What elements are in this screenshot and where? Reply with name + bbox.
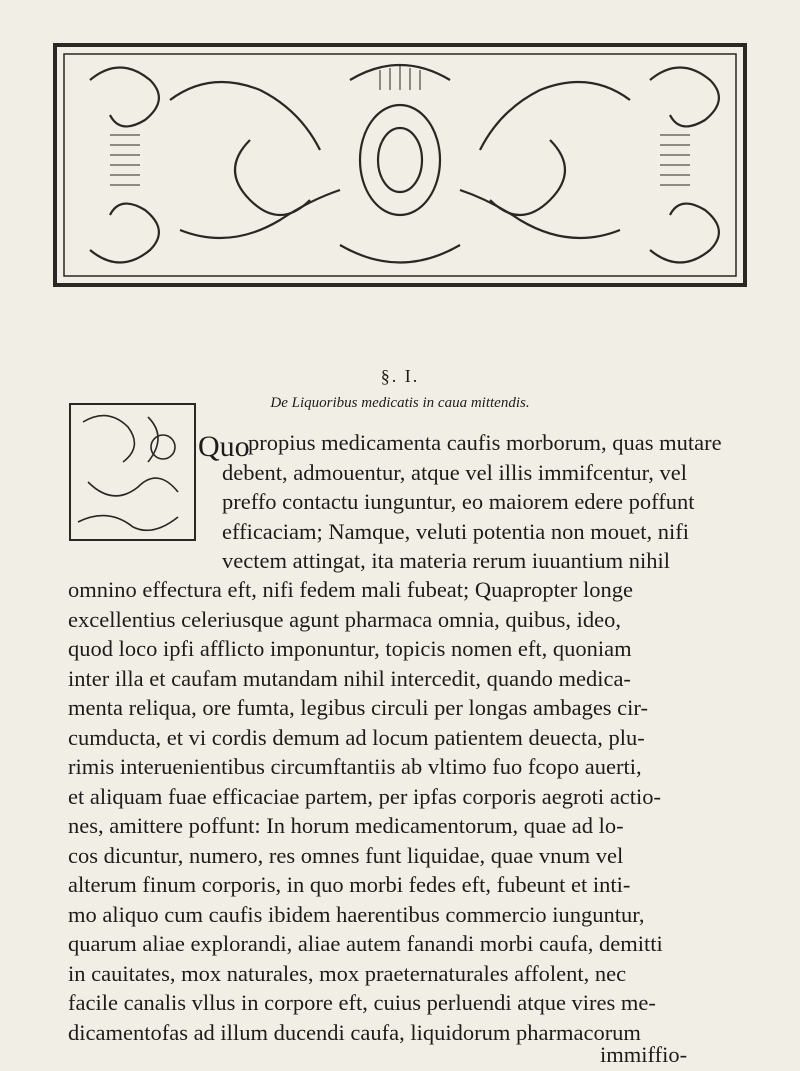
section-subtitle: De Liquoribus medicatis in caua mittendis. [270,395,530,411]
text-line: cumducta, et vi cordis demum ad locum patientem deuecta, plu- [68,725,645,750]
text-line: inter illa et caufam mutandam nihil intercedit, quando medica- [68,666,631,691]
initial-word: Quo [198,430,250,463]
text-line: dicamentofas ad illum ducendi caufa, liquidorum pharmacorum [68,1020,641,1045]
text-line: omnino effectura eft, nifi fedem mali fubeat; Quapropter longe [68,577,633,602]
text-line: excellentius celeriusque agunt pharmaca omnia, quibus, ideo, [68,607,621,632]
text-line: debent, admouentur, atque vel illis immifcentur, vel [222,460,687,485]
text-line: propius medicamenta caufis morborum, quas mutare [248,430,722,455]
text-line: menta reliqua, ore fumta, legibus circuli per longas ambages cir- [68,695,648,720]
text-line: facile canalis vllus in corpore eft, cuius perluendi atque vires me- [68,990,656,1015]
text-line: nes, amittere poffunt: In horum medicamentorum, quae ad lo- [68,813,624,838]
catchword: immiffio- [600,1042,688,1067]
text-line: quod loco ipfi afflicto imponuntur, topicis nomen eft, quoniam [68,636,632,661]
text-line: in cauitates, mox naturales, mox praeternaturales affolent, nec [68,961,627,986]
text-line: efficaciam; Namque, veluti potentia non mouet, nifi [222,519,689,544]
text-line: vectem attingat, ita materia rerum iuuantium nihil [222,548,670,573]
text-line: alterum finum corporis, in quo morbi fedes eft, fubeunt et inti- [68,872,631,897]
section-number: §. I. [380,366,420,386]
text-line: cos dicuntur, numero, res omnes funt liquidae, quae vnum vel [68,843,624,868]
text-line: et aliquam fuae efficaciae partem, per ipfas corporis aegroti actio- [68,784,662,809]
text-line: rimis interuenientibus circumftantiis ab vltimo fuo fcopo auerti, [68,754,642,779]
text-line: preffo contactu iunguntur, eo maiorem edere poffunt [222,489,695,514]
text-line: quarum aliae explorandi, aliae autem fanandi morbi caufa, demitti [68,931,663,956]
text-line: mo aliquo cum caufis ibidem haerentibus commercio iunguntur, [68,902,645,927]
